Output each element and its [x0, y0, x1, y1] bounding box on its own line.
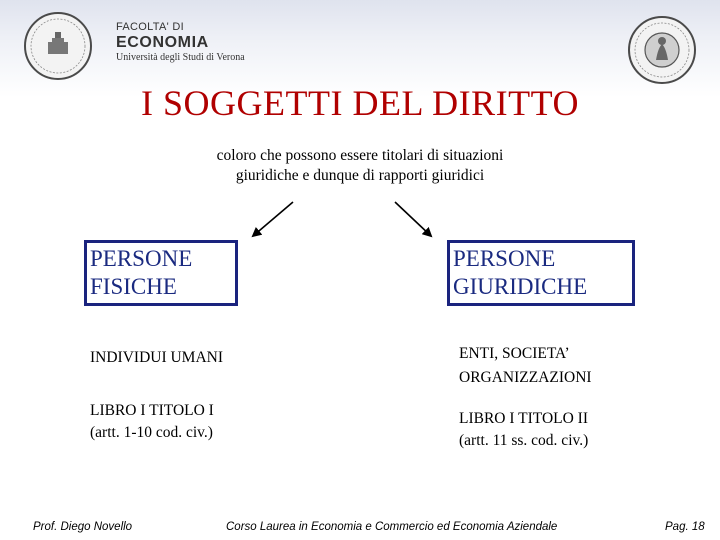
left-item-individui — [90, 346, 223, 370]
left-reference — [90, 400, 214, 444]
faculty-name: ECONOMIA — [116, 34, 209, 51]
box-right-line-2: GIURIDICHE — [453, 274, 588, 299]
right-ref-line-2: (artt. 11 ss. cod. civ.) — [459, 432, 589, 449]
university-name: Università degli Studi di Verona — [116, 52, 245, 63]
persone-giuridiche-box — [447, 240, 635, 306]
arrow-left — [253, 202, 293, 236]
left-ref-line-1: LIBRO I TITOLO I — [90, 402, 214, 419]
slide-title: I SOGGETTI DEL DIRITTO — [141, 83, 579, 123]
footer-page-number: Pag. 18 — [665, 521, 705, 533]
subtitle-line-1: coloro che possono essere titolari di situazioni — [216, 147, 504, 164]
right-ref-line-1: LIBRO I TITOLO II — [459, 410, 589, 427]
box-left-line-2: FISICHE — [90, 274, 177, 299]
persone-fisiche-box — [84, 240, 238, 306]
arrow-right — [395, 202, 431, 236]
faculty-label: FACOLTA' DI — [116, 21, 184, 33]
subtitle-line-2: giuridiche e dunque di rapporti giuridici — [235, 167, 485, 184]
right-item-line-2: ORGANIZZAZIONI — [459, 369, 592, 386]
footer-author: Prof. Diego Novello — [33, 521, 133, 533]
footer-course: Corso Laurea in Economia e Commercio ed Economia Aziendale — [226, 521, 558, 533]
box-right-line-1: PERSONE — [453, 246, 556, 271]
left-ref-line-2: (artt. 1-10 cod. civ.) — [90, 424, 213, 441]
individui-umani-text: INDIVIDUI UMANI — [90, 349, 224, 366]
right-item-enti — [459, 342, 592, 390]
right-item-line-1: ENTI, SOCIETA’ — [459, 345, 570, 362]
box-left-line-1: PERSONE — [90, 246, 193, 271]
right-reference — [459, 408, 588, 452]
